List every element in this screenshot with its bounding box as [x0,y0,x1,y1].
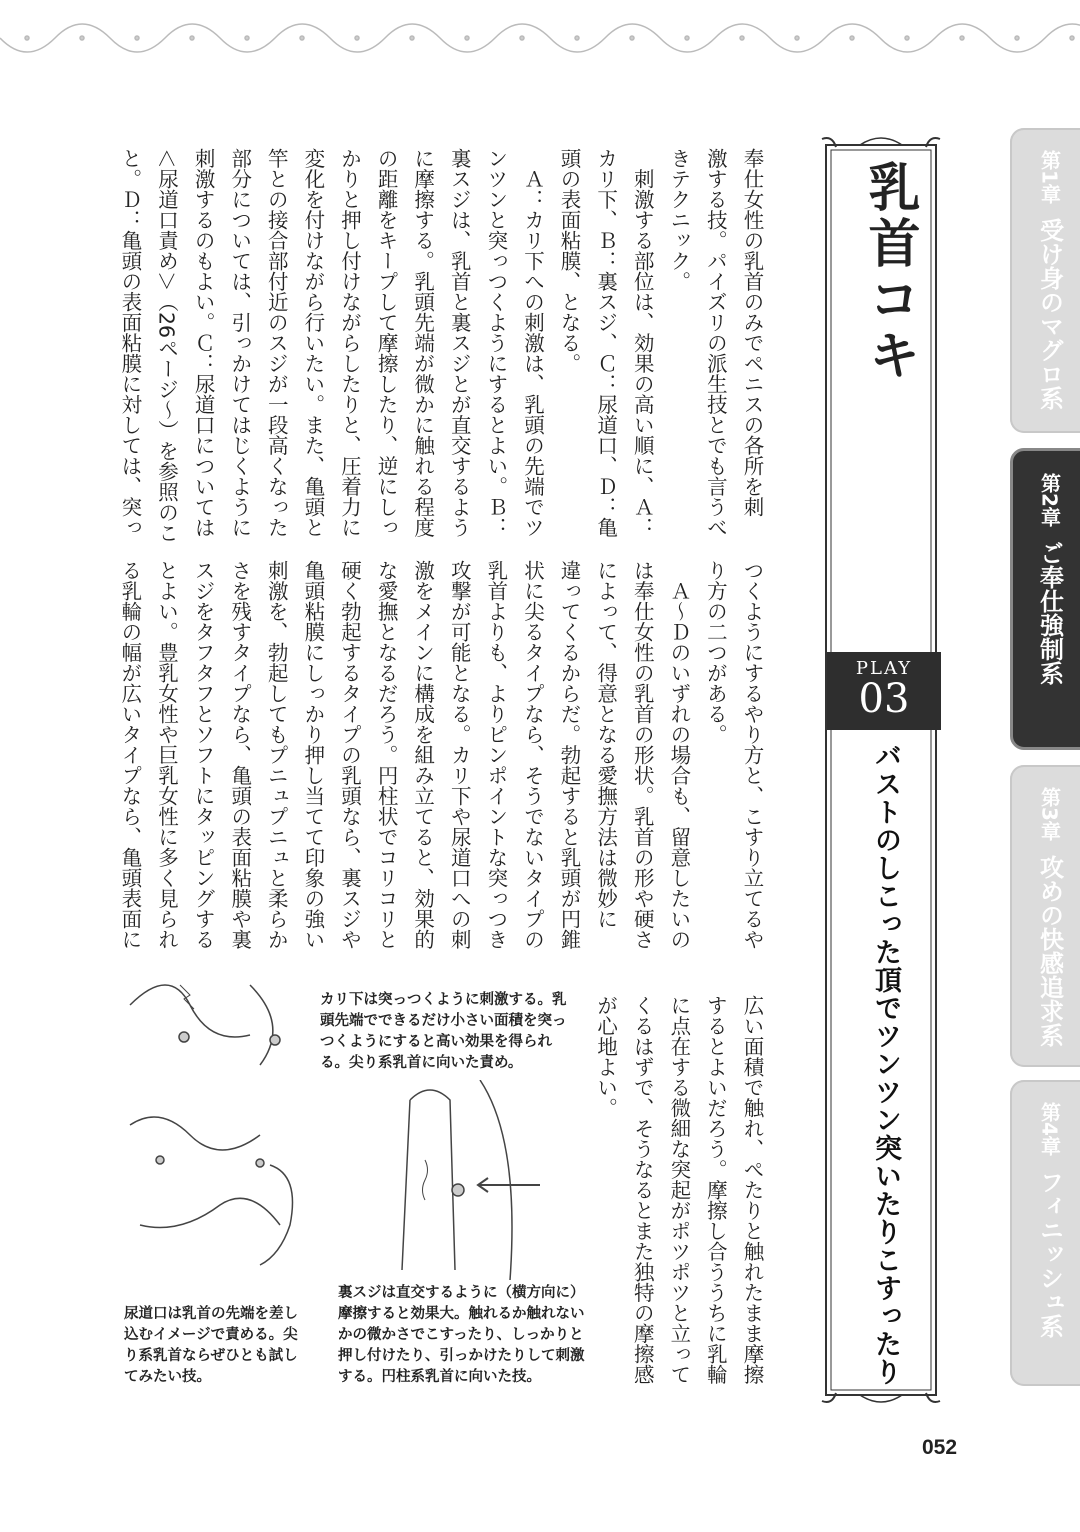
caption-urasuji: 裏スジは直交するように（横方向に）摩擦すると効果大。触れるか触れないかの微かさでこすったり、しっかりと押し付けたり、引っかけたりして刺激する。円柱系乳首に向いた技。 [338,1285,585,1385]
page-subtitle: バストのしこった頂でツンツン突いたりこすったり [870,742,901,1386]
text-column: かりと押し付けながらしたりと、圧着力に [337,148,362,538]
text-column: 変化を付けながら行いたい。また、亀頭と [300,148,325,538]
text-column: 刺激を、勃起してもプニュプニュと柔らか [264,560,289,950]
text-column: カリ下、Ｂ：裏スジ、Ｃ：尿道口、Ｄ：亀 [593,148,618,538]
text-column: 違ってくるからだ。勃起すると乳頭が円錐 [557,560,582,950]
text-column: が心地よい。 [593,995,618,1118]
caption-nyodo: 尿道口は乳首の先端を差し込むイメージで責める。尖り系乳首ならぜひとも試してみたい技。 [124,1306,298,1385]
chapter-number: 第4章 [1037,1102,1062,1156]
chapter-tab-1[interactable] [1010,128,1080,433]
text-column: 刺激するのもよい。Ｃ：尿道口については [191,148,216,538]
text-column: つくようにするやり方と、こすり立てるや [740,560,764,950]
text-column: 刺激する部位は、効果の高い順に、Ａ： [630,148,655,538]
text-column: 竿との接合部付近のスジが一段高くなった [264,148,289,538]
text-column: 攻撃が可能となる。カリ下や尿道口への刺 [447,560,472,950]
line-illustration-right [380,1080,570,1280]
chapter-label: 受け身のマグロ系 [1035,217,1064,410]
chapter-tab-4[interactable] [1010,1080,1080,1386]
text-column: の距離をキープして摩擦したり、逆にしっ [374,148,399,538]
text-column: ンツンと突っつくようにするとよい。Ｂ： [483,148,508,538]
text-column: と。Ｄ：亀頭の表面粘膜に対しては、突っ [117,148,142,538]
text-column: 裏スジは、乳首と裏スジとが直交するよう [447,148,472,538]
text-column: 奉仕女性の乳首のみでペニスの各所を刺 [740,148,764,517]
chapter-label: ご奉仕強制系 [1035,540,1064,685]
chapter-number: 第1章 [1037,150,1062,204]
text-column: とよい。豊乳女性や巨乳女性に多く見られ [154,560,179,950]
text-column: 頭の表面粘膜、となる。 [557,148,582,374]
chapter-tab-3[interactable] [1010,765,1080,1067]
text-column: 硬く勃起するタイプの乳頭なら、裏スジや [337,560,362,950]
text-column: さを残すタイプなら、亀頭の表面粘膜や裏 [227,560,252,950]
chapter-label: フィニッシュ系 [1035,1169,1064,1338]
text-column: に摩擦する。乳頭先端が微かに触れる程度 [410,148,435,538]
text-column: 激する技。パイズリの派生技とでも言うべ [703,148,728,538]
text-column: 激をメインに構成を組み立てると、効果的 [410,560,435,950]
text-column: 乳首よりも、よりピンポイントな突っつき [483,560,508,950]
body-text-block-3 [587,995,770,1385]
text-column: スジをタフタフとソフトにタッピングする [191,560,216,950]
chapter-number: 第3章 [1037,787,1062,841]
text-column: きテクニック。 [666,148,691,292]
play-label: PLAY [855,658,913,679]
text-column: り方の二つがある。 [703,560,728,745]
text-column: 部分については、引っかけてはじくように [227,148,252,538]
text-column: 状に尖るタイプなら、そうでないタイプの [520,560,545,950]
chapter-tab-2[interactable] [1010,448,1080,750]
line-illustration-left [120,965,310,1285]
page-number: 052 [922,1436,958,1459]
text-column: 亀頭粘膜にしっかり押し当てて印象の強い [300,560,325,950]
body-text-block-2 [111,560,770,950]
text-column: によって、得意となる愛撫方法は微妙に [593,560,618,929]
play-badge [827,652,941,730]
caption-kari: カリ下は突っつくように刺激する。乳頭先端でできるだけ小さい面積を突っつくようにすると高い効果を得られる。尖り系乳首に向いた責め。 [320,992,567,1071]
text-column: に点在する微細な突起がポツポツと立って [666,995,691,1385]
text-column: するとよいだろう。摩擦し合ううちに乳輪 [703,995,728,1385]
text-column: は奉仕女性の乳首の形状。乳首の形や硬さ [630,560,655,950]
chapter-number: 第2章 [1037,473,1062,527]
text-column: な愛撫となるだろう。円柱状でコリコリと [374,560,399,950]
text-column: る乳輪の幅が広いタイプなら、亀頭表面に [117,560,142,950]
text-column: Ａ～Ｄのいずれの場合も、留意したいの [666,560,691,950]
text-column: ＜尿道口責め＞（26ページ～）を参照のこ [154,148,179,544]
body-text-block-1 [111,148,770,544]
play-number: 03 [858,676,910,722]
page-title: 乳首コキ [859,160,919,384]
text-column: 広い面積で触れ、ぺたりと触れたまま摩擦 [740,995,764,1385]
text-column: Ａ：カリ下への刺激は、乳頭の先端でツ [520,148,545,538]
top-ornament-border [0,18,1080,68]
text-column: くるはずで、そうなるとまた独特の摩擦感 [630,995,655,1385]
chapter-label: 攻めの快感追求系 [1035,854,1064,1047]
